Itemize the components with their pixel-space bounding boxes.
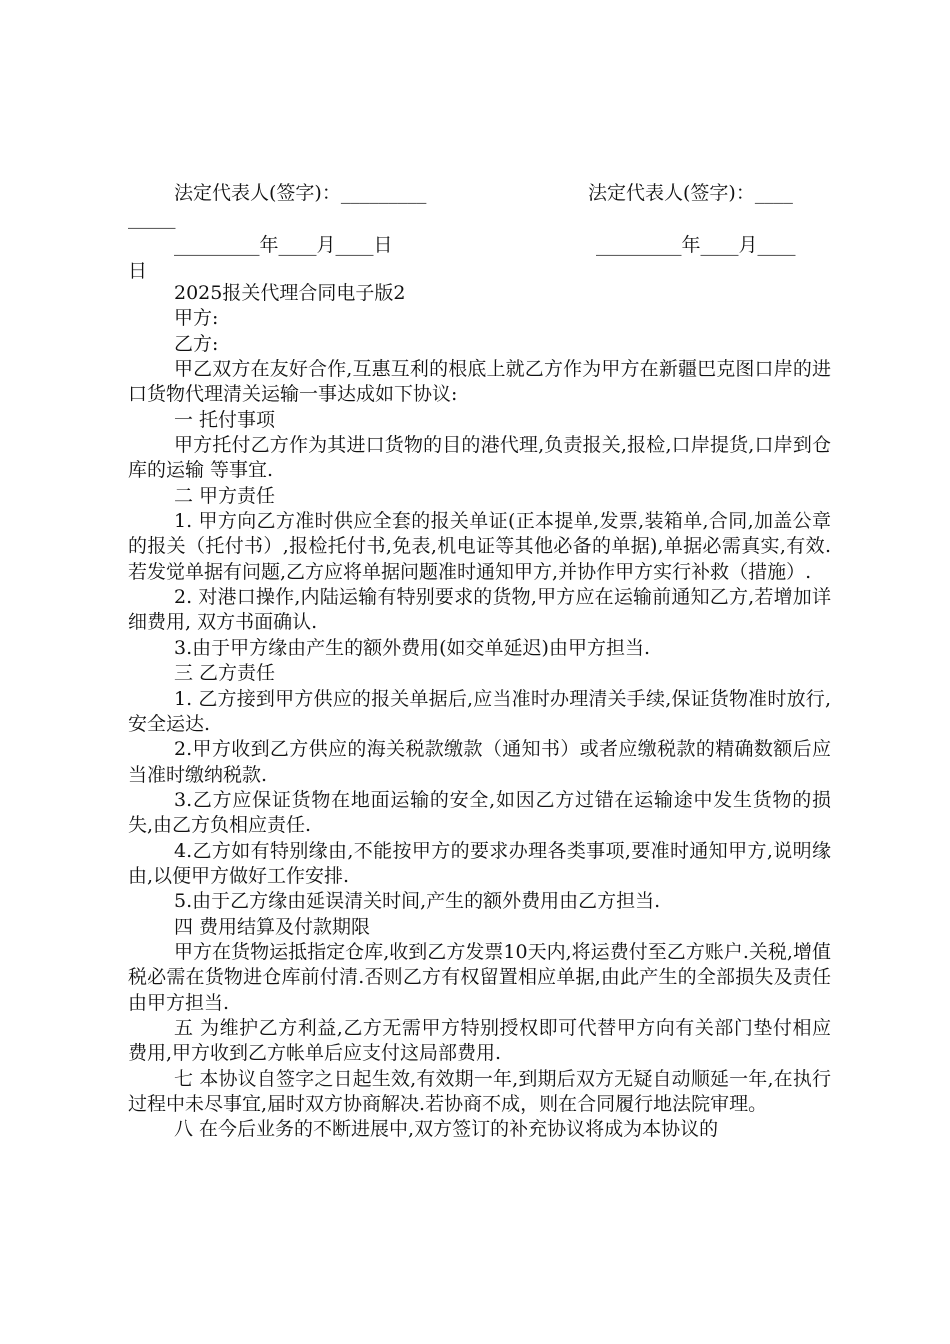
- left-signature-label: 法定代表人(签字)：_________: [174, 182, 427, 204]
- clause-paragraph: 2.甲方收到乙方供应的海关税款缴款（通知书）或者应缴税款的精确数额后应当准时缴纳税款.: [128, 738, 831, 786]
- clause-paragraph: 2. 对港口操作,内陆运输有特别要求的货物,甲方应在运输前通知乙方,若增加详细费用, 双方书面确认.: [128, 586, 831, 634]
- section-heading: 三 乙方责任: [174, 662, 276, 685]
- right-signature-tail: _____: [128, 207, 176, 229]
- section-heading: 四 费用结算及付款期限: [174, 915, 371, 938]
- date-row: [128, 230, 831, 262]
- party-a-line: 甲方:: [174, 307, 219, 330]
- clause-paragraph: 4.乙方如有特别缘由,不能按甲方的要求办理各类事项,要准时通知甲方,说明缘由,以便甲方做好工作安排.: [128, 839, 831, 887]
- clause-paragraph: 五 为维护乙方利益,乙方无需甲方特别授权即可代替甲方向有关部门垫付相应费用,甲方收到乙方帐单后应支付这局部费用.: [128, 1016, 831, 1065]
- clause-paragraph: 1. 乙方接到甲方供应的报关单据后,应当准时办理清关手续,保证货物准时放行,安全运达.: [128, 687, 831, 735]
- section-heading: 二 甲方责任: [174, 484, 276, 507]
- document-title: 2025报关代理合同电子版2: [174, 282, 406, 304]
- clause-paragraph: 1. 甲方向乙方准时供应全套的报关单证(正本提单,发票,装箱单,合同,加盖公章的报关（托付书）,报检托付书,免表,机电证等其他必备的单据),单据必需真实,有效. 若发觉单据有问题,乙方应将单据问题准时通知甲方,并协作甲方实行补救（措施）.: [128, 510, 831, 583]
- contract-body: [128, 281, 831, 1143]
- clause-paragraph: 七 本协议自签字之日起生效,有效期一年,到期后双方无疑自动顺延一年,在执行过程中未尽事宜,届时双方协商解决.若协商不成，则在合同履行地法院审理。: [128, 1067, 831, 1115]
- party-b-line: 乙方:: [174, 332, 219, 355]
- right-date: _________年____月____: [596, 234, 796, 256]
- clause-paragraph: 甲方在货物运抵指定仓库,收到乙方发票10天内,将运费付至乙方账户.关税,增值税必需在货物进仓库前付清.否则乙方有权留置相应单据,由此产生的全部损失及责任由甲方担当.: [128, 940, 831, 1014]
- clause-paragraph: 甲方托付乙方作为其进口货物的目的港代理,负责报关,报检,口岸提货,口岸到仓库的运输 等事宜.: [128, 434, 831, 482]
- right-signature-label: 法定代表人(签字)：____: [588, 182, 793, 204]
- clause-paragraph: 3.乙方应保证货物在地面运输的安全,如因乙方过错在运输途中发生货物的损失,由乙方负相应责任.: [128, 788, 831, 837]
- clause-paragraph: 3.由于甲方缘由产生的额外费用(如交单延迟)由甲方担当.: [174, 636, 650, 659]
- section-heading: 一 托付事项: [174, 408, 276, 431]
- signature-row: [128, 178, 831, 210]
- preamble-paragraph: 甲乙双方在友好合作,互惠互利的根底上就乙方作为甲方在新疆巴克图口岸的进口货物代理清关运输一事达成如下协议:: [128, 358, 831, 406]
- left-date: _________年____月____日: [174, 234, 393, 256]
- clause-paragraph: 八 在今后业务的不断进展中,双方签订的补充协议将成为本协议的: [174, 1118, 719, 1141]
- right-date-tail: 日: [128, 260, 148, 282]
- clause-paragraph: 5.由于乙方缘由延误清关时间,产生的额外费用由乙方担当.: [174, 890, 661, 913]
